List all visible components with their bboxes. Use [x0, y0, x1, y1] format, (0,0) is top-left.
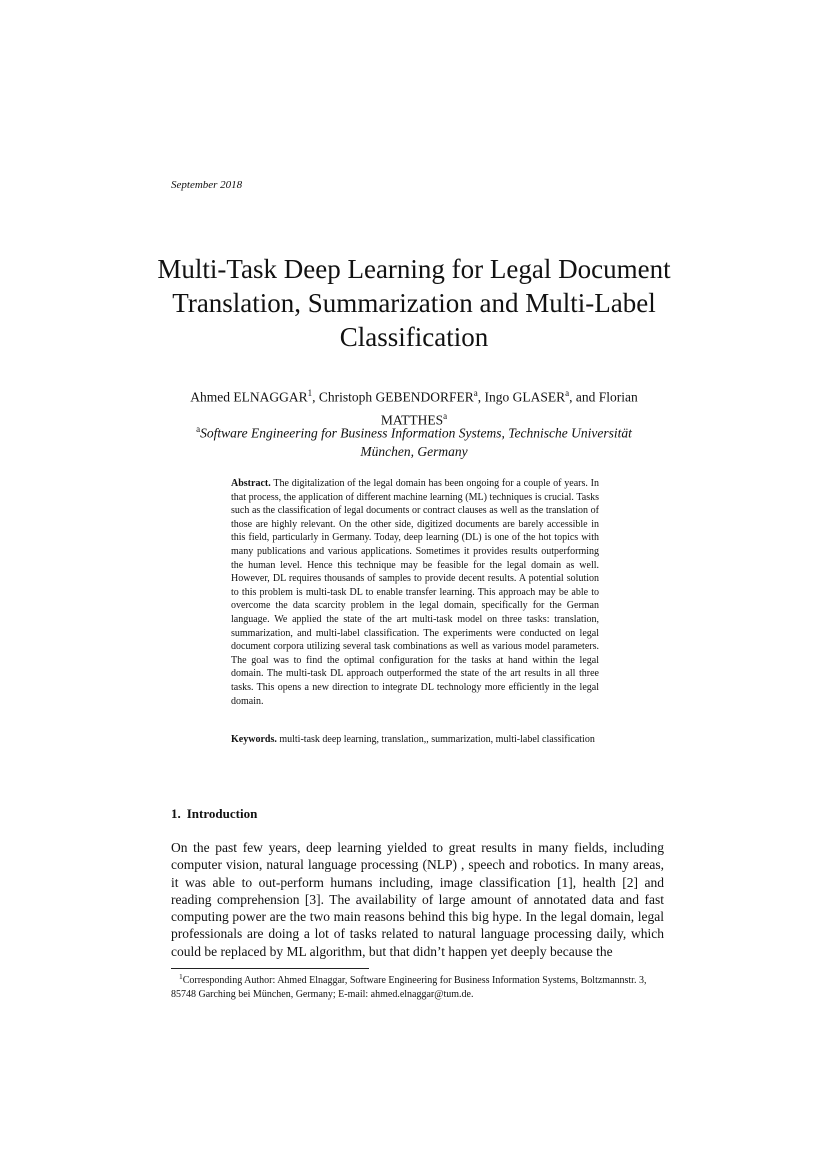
author-mark: a [473, 388, 478, 398]
section-number: 1. [171, 806, 181, 821]
abstract-label: Abstract. [231, 478, 271, 489]
author-separator: , [312, 389, 319, 405]
author-name: Ahmed ELNAGGAR [190, 389, 308, 405]
author-name: Ingo GLASER [484, 389, 566, 405]
affiliation-mark: a [196, 424, 201, 434]
section-heading-introduction [171, 806, 257, 822]
introduction-paragraph: On the past few years, deep learning yielded to great results in many fields, including computer vision, natural language processing (NLP) , speech and robotics. In many areas, it was able to out-perform humans including, image classification [1], health [2] and reading comprehension [3]. The availability of large amount of annotated data and fast computing power are the two main reasons behind this big hype. In the legal domain, legal professionals are doing a lot of tasks related to natural language processing daily, which could be replaced by ML algorithm, but that didn’t happen yet deeply because the [171, 840, 664, 959]
keywords-text: multi-task deep learning, translation,, summarization, multi-label classification [279, 734, 595, 745]
footnote-text: Corresponding Author: Ahmed Elnaggar, Software Engineering for Business Information Systems, Boltzmannstr. 3, 85748 Garching bei München, Germany; E-mail: ahmed.elnaggar@tum.de. [171, 975, 647, 1000]
footnote [171, 971, 661, 1002]
keywords [231, 733, 599, 747]
abstract-text: The digitalization of the legal domain has been ongoing for a couple of years. In that process, the application of different machine learning (ML) techniques is crucial. Tasks such as the classification of legal documents or contract clauses as well as the translation of those are highly relevant. On the other side, digitized documents are barely accessible in this field, particularly in Germany. Today, deep learning (DL) is one of the hot topics with many publications and various applications. Sometimes it provides results outperforming the human level. Hence this technique may be feasible for the legal domain as well. However, DL requires thousands of samples to provide decent results. A potential solution to this problem is multi-task DL to enable transfer learning. This approach may be able to overcome the data scarcity problem in the legal domain, specifically for the German language. We applied the state of the art multi-task model on three tasks: translation, summarization, and multi-label classification. The experiments were conducted on legal document corpora utilizing several task combinations as well as various model parameters. The goal was to find the optimal configuration for the tasks at hand within the legal domain. The multi-task DL approach outperformed the state of the art results in all three tasks. This opens a new direction to integrate DL technology more efficiently in the legal domain. [231, 478, 599, 707]
footnote-mark: 1 [179, 971, 183, 981]
affiliation [171, 420, 657, 461]
section-title: Introduction [186, 806, 258, 821]
header-date: September 2018 [171, 179, 243, 191]
paper-title: Multi-Task Deep Learning for Legal Document Translation, Summarization and Multi-Label Classification [157, 254, 671, 352]
keywords-label: Keywords. [231, 734, 277, 745]
author-mark: a [565, 388, 570, 398]
author-mark: a [443, 410, 448, 421]
author-separator: , and [569, 389, 599, 405]
author-name: Christoph GEBENDORFER [318, 389, 474, 405]
author-separator: , [477, 389, 485, 405]
author-mark: 1 [307, 388, 313, 398]
author-name: Florian MATTHES [380, 389, 638, 427]
affiliation-text: Software Engineering for Business Information Systems, Technische Universität München, Germany [200, 425, 632, 459]
footnote-divider [171, 968, 369, 969]
abstract [231, 477, 599, 708]
